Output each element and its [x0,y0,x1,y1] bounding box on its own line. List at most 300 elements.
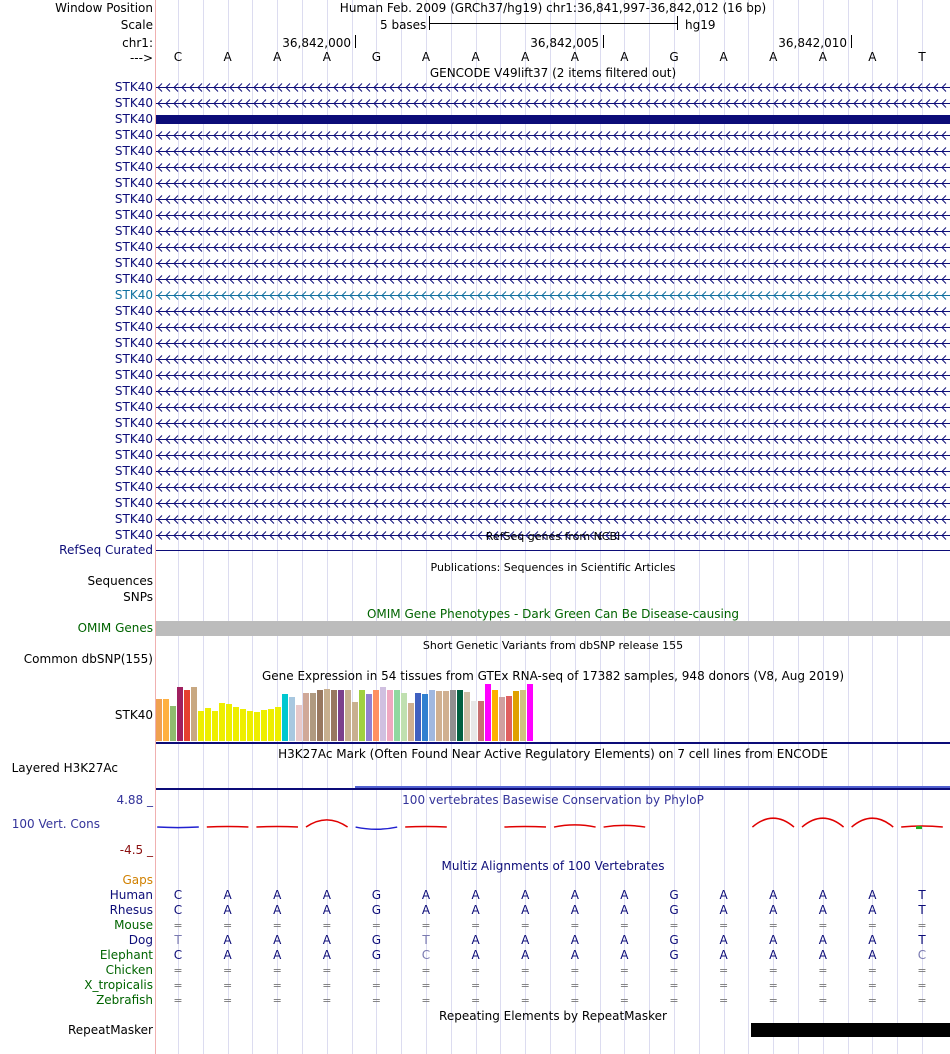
multiz-base: = [619,964,629,977]
multiz-base: A [570,948,579,962]
gencode-intron-line[interactable] [156,467,950,476]
gtex-gene-line[interactable] [156,742,950,744]
grid-line [798,0,799,1054]
multiz-base: = [867,919,877,932]
gtex-tissue-bar[interactable] [205,708,211,741]
gtex-tissue-bar[interactable] [352,702,358,741]
gencode-intron-line[interactable] [156,275,950,284]
gtex-tissue-bar[interactable] [310,693,316,741]
multiz-base: A [223,888,232,902]
reference-base: A [570,50,579,64]
h3k27ac-label[interactable]: Layered H3K27Ac [11,761,118,775]
multiz-base: A [322,903,331,917]
gtex-tissue-bar[interactable] [408,703,414,741]
grid-line [352,0,353,1054]
gencode-gene-label[interactable]: STK40 [114,144,153,158]
multiz-base: A [719,933,728,947]
gtex-tissue-bar[interactable] [345,690,351,741]
multiz-base: = [768,979,778,992]
reference-base: G [371,50,382,64]
multiz-base: G [371,948,382,962]
gencode-intron-line[interactable] [156,371,950,380]
multiz-base: = [669,919,679,932]
gtex-tissue-bar[interactable] [380,687,386,741]
reference-base: C [173,50,183,64]
gencode-gene-label[interactable]: STK40 [114,416,153,430]
gtex-tissue-bar[interactable] [443,691,449,741]
repeatmasker-track-title: Repeating Elements by RepeatMasker [439,1009,667,1023]
gencode-gene-label[interactable]: STK40 [114,80,153,94]
multiz-base: = [322,979,332,992]
gtex-tissue-bar[interactable] [394,690,400,741]
multiz-base: A [471,888,480,902]
gtex-tissue-bar[interactable] [254,712,260,741]
multiz-base: A [868,888,877,902]
multiz-base: G [669,903,679,917]
multiz-track-title: Multiz Alignments of 100 Vertebrates [441,859,665,873]
gencode-intron-line[interactable] [156,435,950,444]
reference-base: A [868,50,877,64]
chrom-label: chr1: [122,36,153,50]
gtex-tissue-bar[interactable] [366,694,372,741]
phylop-score-mark [306,820,348,827]
gtex-tissue-bar[interactable] [233,707,239,741]
gencode-gene-label[interactable]: STK40 [114,112,153,126]
multiz-base: = [619,979,629,992]
omim-gene-bar[interactable] [156,621,950,636]
multiz-base: T [918,933,926,947]
multiz-species-label[interactable]: Rhesus [109,903,153,917]
gencode-intron-line[interactable] [156,259,950,268]
multiz-base: A [868,903,877,917]
snps-label[interactable]: SNPs [123,590,153,604]
multiz-base: = [222,994,233,1007]
gtex-tissue-bar[interactable] [247,711,253,741]
gencode-gene-label[interactable]: STK40 [114,432,153,446]
gencode-intron-line[interactable] [156,227,950,236]
gencode-gene-label[interactable]: STK40 [114,528,153,542]
grid-line [748,0,749,1054]
gtex-tissue-bar[interactable] [373,690,379,741]
scale-bar [429,23,677,24]
multiz-base: C [173,888,183,902]
multiz-base: A [818,903,827,917]
multiz-base: A [719,888,728,902]
reference-base: A [620,50,629,64]
grid-line [401,0,402,1054]
gtex-tissue-bar[interactable] [324,689,330,741]
gtex-tissue-bar[interactable] [520,690,526,741]
gencode-intron-line[interactable] [156,403,950,412]
gencode-gene-label[interactable]: STK40 [114,336,153,350]
gtex-tissue-bar[interactable] [219,703,225,741]
multiz-species-label[interactable]: Mouse [114,918,153,932]
multiz-base: T [918,888,926,902]
multiz-base: A [868,933,877,947]
reference-base: A [521,50,530,64]
multiz-base: = [421,964,431,977]
gencode-gene-label[interactable]: STK40 [114,512,153,526]
multiz-base: A [223,948,232,962]
multiz-base: = [470,979,481,992]
gtex-tissue-bar[interactable] [170,706,176,741]
multiz-base: = [173,979,183,992]
multiz-base: A [818,948,827,962]
multiz-base: G [669,948,679,962]
coord-label: 36,842,005 [530,36,599,50]
gencode-gene-label[interactable]: STK40 [114,464,153,478]
multiz-base: A [273,903,282,917]
multiz-base: C [173,903,183,917]
multiz-base: = [272,979,282,992]
multiz-base: G [371,903,382,917]
multiz-base: A [868,948,877,962]
gencode-gene-label[interactable]: STK40 [114,272,153,286]
refseq-gene-line[interactable] [156,550,950,551]
scale-assembly: hg19 [685,18,716,32]
gtex-tissue-bar[interactable] [275,707,281,741]
gtex-tissue-bar[interactable] [401,693,407,741]
gtex-tissue-bar[interactable] [436,691,442,741]
multiz-base: = [669,979,679,992]
gencode-intron-line[interactable] [156,211,950,220]
multiz-base: A [273,933,282,947]
grid-line [252,0,253,1054]
multiz-species-label[interactable]: Elephant [99,948,153,962]
coord-label: 36,842,010 [778,36,847,50]
reference-base: A [273,50,282,64]
gencode-gene-label[interactable]: STK40 [114,400,153,414]
multiz-base: = [818,994,828,1007]
multiz-base: = [818,919,828,932]
gtex-tissue-bar[interactable] [450,690,456,741]
multiz-base: = [669,964,679,977]
gtex-tissue-bar[interactable] [387,690,393,741]
multiz-base: A [620,948,629,962]
gtex-tissue-bar[interactable] [317,690,323,741]
coord-label: 36,842,000 [282,36,351,50]
multiz-base: A [471,948,480,962]
multiz-base: = [619,994,629,1007]
gencode-intron-line[interactable] [156,339,950,348]
gtex-tissue-bar[interactable] [163,699,169,741]
gtex-tissue-bar[interactable] [485,684,491,741]
gtex-tissue-bar[interactable] [429,690,435,741]
multiz-base: = [371,919,381,932]
gencode-gene-label[interactable]: STK40 [114,448,153,462]
multiz-base: A [521,888,530,902]
phylop-score-mark [504,826,546,827]
multiz-base: A [273,948,282,962]
gtex-tissue-bar[interactable] [499,697,505,741]
multiz-base: = [222,979,233,992]
gtex-tissue-bar[interactable] [492,690,498,741]
gencode-intron-line[interactable] [156,243,950,252]
multiz-base: = [222,964,233,977]
phylop-wiggle[interactable] [156,800,950,852]
multiz-base: = [867,979,877,992]
gencode-gene-label[interactable]: STK40 [114,192,153,206]
multiz-base: = [371,994,381,1007]
gencode-gene-label[interactable]: STK40 [114,288,153,302]
gencode-intron-line[interactable] [156,99,950,108]
gencode-gene-label[interactable]: STK40 [114,128,153,142]
track-image-area[interactable] [156,0,950,1054]
multiz-base: = [421,919,431,932]
repeatmasker-element[interactable] [751,1023,950,1037]
publications-track-title: Publications: Sequences in Scientific Articles [430,561,676,574]
gencode-gene-label[interactable]: STK40 [114,480,153,494]
multiz-base: A [818,933,827,947]
gencode-intron-line[interactable] [156,307,950,316]
phylop-score-mark [256,826,298,827]
gencode-gene-label[interactable]: STK40 [114,208,153,222]
multiz-base: = [818,979,828,992]
multiz-base: = [570,994,580,1007]
h3k27ac-track-title: H3K27Ac Mark (Often Found Near Active Regulatory Elements) on 7 cell lines from ENCODE [278,747,828,761]
multiz-base: = [421,994,431,1007]
phylop-max-label: 4.88 _ [116,793,153,807]
scale-label: Scale [120,18,153,32]
multiz-base: = [619,919,629,932]
gtex-tissue-bar[interactable] [212,711,218,741]
reference-base: A [471,50,480,64]
gtex-tissue-bar[interactable] [240,709,246,741]
multiz-base: = [917,979,927,992]
grid-line [848,0,849,1054]
gencode-coding-exon[interactable] [156,115,950,124]
gtex-tissue-bar[interactable] [464,692,470,741]
multiz-species-label[interactable]: Chicken [105,963,153,977]
gtex-tissue-bar[interactable] [261,710,267,741]
multiz-base: = [272,994,282,1007]
gtex-tissue-bar[interactable] [156,699,162,741]
multiz-base: A [471,903,480,917]
strand-label: ---> [129,51,153,65]
multiz-base: = [322,964,332,977]
grid-line [897,0,898,1054]
multiz-base: = [718,964,729,977]
multiz-base: G [669,888,679,902]
gtex-tissue-bar[interactable] [506,696,512,741]
multiz-base: = [520,994,530,1007]
gencode-intron-line[interactable] [156,179,950,188]
gtex-tissue-bar[interactable] [338,690,344,741]
multiz-base: A [769,903,778,917]
phylop-score-mark [157,827,199,828]
phylop-score-mark [752,818,794,827]
multiz-base: = [917,919,927,932]
phylop-score-mark [604,825,646,827]
multiz-base: A [322,948,331,962]
gencode-intron-line[interactable] [156,83,950,92]
multiz-base: A [521,948,530,962]
gencode-intron-line[interactable] [156,163,950,172]
multiz-base: A [769,933,778,947]
multiz-base: = [173,964,183,977]
gencode-intron-line[interactable] [156,483,950,492]
multiz-base: A [223,933,232,947]
multiz-base: = [718,919,729,932]
gencode-gene-label[interactable]: STK40 [114,496,153,510]
gtex-tissue-bar[interactable] [478,701,484,741]
gtex-tissue-bar[interactable] [457,690,463,741]
multiz-base: = [867,994,877,1007]
gencode-intron-line[interactable] [156,323,950,332]
gtex-tissue-bar[interactable] [282,694,288,741]
multiz-species-label[interactable]: X_tropicalis [84,978,153,992]
gencode-gene-label[interactable]: STK40 [114,160,153,174]
multiz-base: T [174,933,182,947]
gencode-intron-line[interactable] [156,355,950,364]
gencode-intron-line[interactable] [156,387,950,396]
gtex-label[interactable]: STK40 [114,708,153,722]
multiz-base: G [669,933,679,947]
scale-bar-right-tick [677,16,678,30]
multiz-base: = [917,994,927,1007]
multiz-base: A [521,903,530,917]
multiz-base: = [272,919,282,932]
gencode-gene-label[interactable]: STK40 [114,320,153,334]
gencode-gene-label[interactable]: STK40 [114,352,153,366]
gencode-gene-label[interactable]: STK40 [114,304,153,318]
multiz-base: = [768,919,778,932]
multiz-base: = [371,979,381,992]
multiz-base: A [223,903,232,917]
gtex-tissue-bar[interactable] [268,709,274,741]
gencode-gene-label[interactable]: STK40 [114,368,153,382]
gtex-tissue-bar[interactable] [422,694,428,741]
multiz-base: A [818,888,827,902]
multiz-base: = [917,964,927,977]
gencode-intron-line[interactable] [156,147,950,156]
gtex-tissue-bar[interactable] [359,690,365,741]
gtex-tissue-bar[interactable] [415,693,421,741]
gtex-tissue-bar[interactable] [296,705,302,741]
multiz-base: = [272,964,282,977]
gtex-tissue-bar[interactable] [226,704,232,741]
coord-tick [355,35,356,48]
gtex-tissue-bar[interactable] [303,693,309,741]
multiz-base: = [718,994,729,1007]
multiz-base: A [471,933,480,947]
gencode-intron-line[interactable] [156,131,950,140]
coord-tick [851,35,852,48]
h3k27ac-signal[interactable] [355,786,950,788]
multiz-base: = [520,919,530,932]
gencode-gene-label[interactable]: STK40 [114,256,153,270]
gtex-track-title: Gene Expression in 54 tissues from GTEx RNA-seq of 17382 samples, 948 donors (V8, Aug 2019) [261,669,845,683]
reference-base: A [421,50,431,64]
coord-tick [603,35,604,48]
multiz-base: A [570,933,579,947]
gtex-tissue-bar[interactable] [331,690,337,741]
refseq-label[interactable]: RefSeq Curated [59,543,153,557]
gencode-gene-label[interactable]: STK40 [114,176,153,190]
gtex-tissue-bar[interactable] [198,711,204,741]
gencode-intron-line[interactable] [156,419,950,428]
grid-line [302,0,303,1054]
multiz-base: G [371,933,382,947]
dbsnp-track-title: Short Genetic Variants from dbSNP release 155 [422,639,684,652]
multiz-base: = [421,979,431,992]
multiz-base: = [222,919,233,932]
multiz-base: A [620,888,629,902]
multiz-base: A [620,903,629,917]
grid-line [649,0,650,1054]
multiz-species-label[interactable]: Zebrafish [96,993,153,1007]
gencode-gene-label[interactable]: STK40 [114,96,153,110]
scale-text: 5 bases [380,18,427,32]
phylop-score-mark [207,826,249,827]
refseq-track-title: RefSeq genes from NCBI [485,530,621,543]
repeatmasker-label[interactable]: RepeatMasker [67,1023,153,1037]
gencode-gene-label[interactable]: STK40 [114,384,153,398]
multiz-base: A [273,888,282,902]
gtex-tissue-bar[interactable] [471,701,477,741]
multiz-base: = [818,964,828,977]
phylop-score-mark [405,826,447,827]
multiz-species-label[interactable]: Dog [128,933,153,947]
window-position-label: Window Position [55,1,153,15]
multiz-base: A [719,903,728,917]
phylop-label[interactable]: 100 Vert. Cons [11,817,100,831]
gtex-tissue-bar[interactable] [184,690,190,741]
gencode-intron-line[interactable] [156,451,950,460]
dbsnp-label[interactable]: Common dbSNP(155) [23,652,153,666]
multiz-base: = [520,979,530,992]
grid-line [699,0,700,1054]
multiz-base: G [371,888,382,902]
gencode-intron-line[interactable] [156,195,950,204]
sequences-label[interactable]: Sequences [87,574,153,588]
multiz-base: = [718,979,729,992]
multiz-base: = [768,994,778,1007]
gtex-tissue-bar[interactable] [177,687,183,741]
multiz-base: A [421,888,431,902]
gencode-gene-label[interactable]: STK40 [114,224,153,238]
gtex-tissue-bar[interactable] [527,684,533,741]
gtex-tissue-bar[interactable] [191,687,197,741]
h3k27ac-baseline [156,788,950,790]
omim-track-title: OMIM Gene Phenotypes - Dark Green Can Be Disease-causing [366,607,740,621]
multiz-gaps-label: Gaps [122,873,153,887]
phylop-score-mark [554,825,596,827]
reference-base: T [918,50,926,64]
multiz-base: = [173,994,183,1007]
gencode-intron-line[interactable] [156,291,950,300]
phylop-track-title: 100 vertebrates Basewise Conservation by PhyloP [402,793,704,807]
omim-label[interactable]: OMIM Genes [77,621,153,635]
multiz-species-label[interactable]: Human [109,888,153,902]
gencode-intron-line[interactable] [156,515,950,524]
gtex-tissue-bar[interactable] [513,691,519,741]
gencode-intron-line[interactable] [156,499,950,508]
multiz-base: = [470,919,481,932]
gencode-gene-label[interactable]: STK40 [114,240,153,254]
multiz-base: = [322,919,332,932]
gtex-bar-chart[interactable] [156,684,536,741]
multiz-base: = [470,964,481,977]
multiz-base: = [520,964,530,977]
reference-base: A [769,50,778,64]
multiz-base: A [769,888,778,902]
gtex-tissue-bar[interactable] [289,697,295,741]
multiz-base: = [173,919,183,932]
multiz-base: = [669,994,679,1007]
multiz-base: = [371,964,381,977]
multiz-base: T [422,933,430,947]
